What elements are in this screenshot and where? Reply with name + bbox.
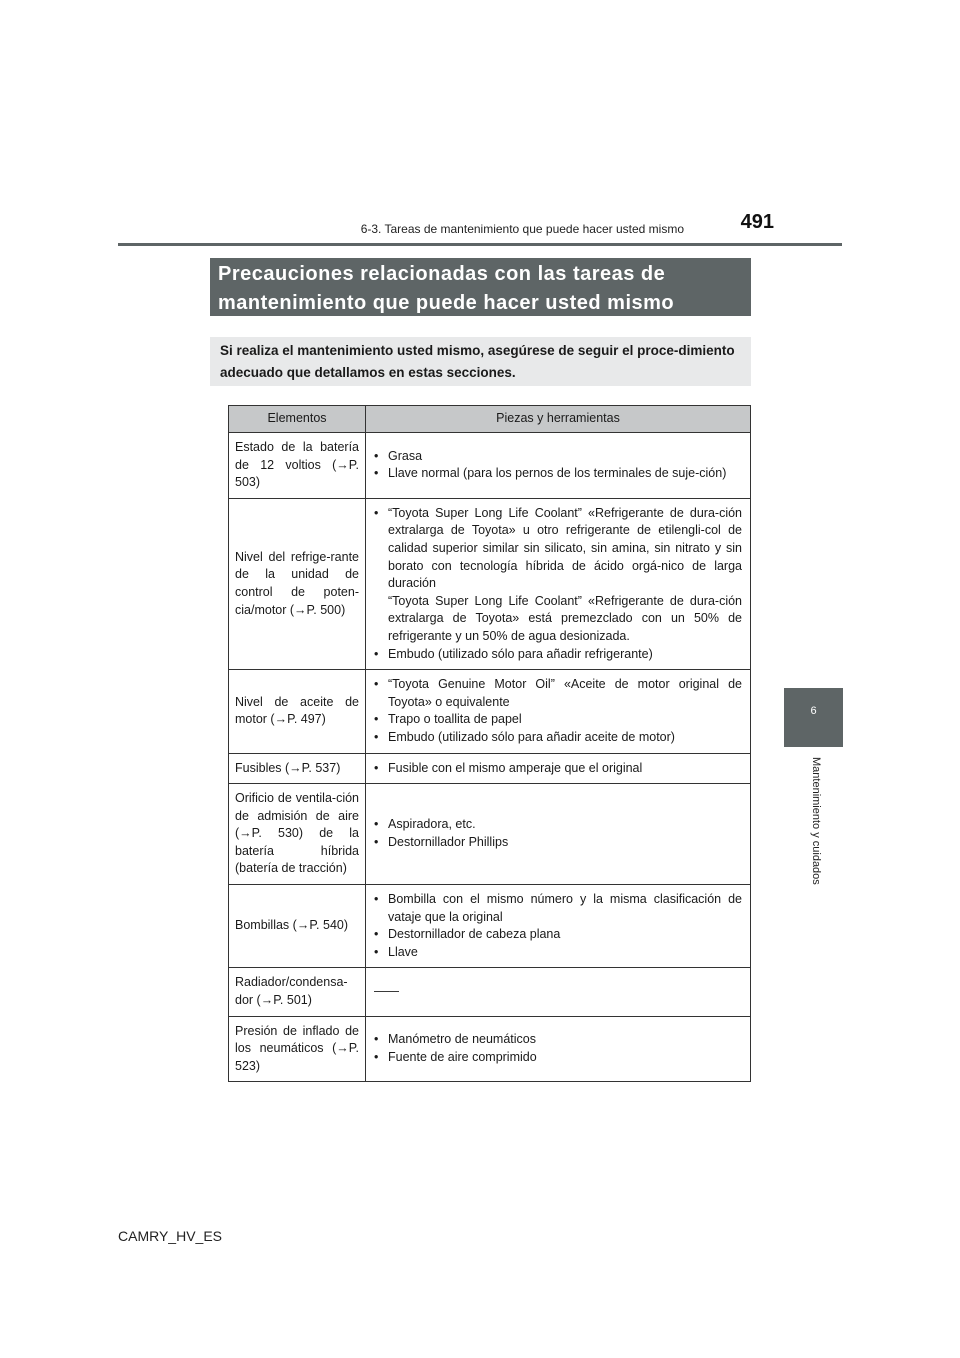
list-item <box>374 505 742 646</box>
column-header-parts: Piezas y herramientas <box>366 406 751 433</box>
chapter-tab: 6 <box>784 688 843 747</box>
table-row <box>229 433 751 499</box>
section-title-line-2: mantenimiento que puede hacer usted mismo <box>218 292 675 314</box>
row-item: Orificio de ventila-ción de admisión de aire (→P. 530) de la batería híbrida (batería de tracción) <box>229 784 366 885</box>
list-item: • Fuente de aire comprimido <box>374 1049 742 1067</box>
chapter-label: Mantenimiento y cuidados <box>810 757 822 885</box>
table-row <box>229 968 751 1016</box>
row-parts-empty: —— <box>366 968 751 1016</box>
section-title <box>210 258 751 316</box>
list-item: • Aspiradora, etc. <box>374 816 742 834</box>
list-item: • Destornillador Phillips <box>374 834 742 852</box>
list-item-note: “Toyota Super Long Life Coolant” «Refrigerante de dura-ción extralarga de Toyota» está premezclado con un 50% de refrigerante y un 50% de agua desionizada. <box>388 593 742 643</box>
row-parts <box>366 1016 751 1082</box>
table-row <box>229 885 751 968</box>
row-parts <box>366 753 751 784</box>
row-item: Bombillas (→P. 540) <box>229 885 366 968</box>
list-item: • Bombilla con el mismo número y la misma clasificación de vataje que la original <box>374 891 742 926</box>
table-row <box>229 753 751 784</box>
row-item: Fusibles (→P. 537) <box>229 753 366 784</box>
list-item: • Llave normal (para los pernos de los terminales de suje-ción) <box>374 465 742 483</box>
table-row <box>229 1016 751 1082</box>
section-label: 6-3. Tareas de mantenimiento que puede hacer usted mismo <box>360 222 684 236</box>
section-title-line-1: Precauciones relacionadas con las tareas de <box>218 263 666 285</box>
table-row <box>229 784 751 885</box>
list-item: • Fusible con el mismo amperaje que el original <box>374 760 742 778</box>
list-item: • Embudo (utilizado sólo para añadir refrigerante) <box>374 646 742 664</box>
list-item: • “Toyota Genuine Motor Oil” «Aceite de motor original de Toyota» o equivalente <box>374 676 742 711</box>
row-parts <box>366 433 751 499</box>
page-number: 491 <box>740 211 774 233</box>
row-item: Nivel del refrige-rante de la unidad de control de poten-cia/motor (→P. 500) <box>229 498 366 669</box>
list-item: • Grasa <box>374 448 742 466</box>
row-item: Nivel de aceite de motor (→P. 497) <box>229 670 366 753</box>
table-header-row <box>229 406 751 433</box>
list-item: • Trapo o toallita de papel <box>374 711 742 729</box>
table-row <box>229 498 751 669</box>
row-item: Estado de la batería de 12 voltios (→P. 503) <box>229 433 366 499</box>
row-item: Radiador/condensa-dor (→P. 501) <box>229 968 366 1016</box>
column-header-items: Elementos <box>229 406 366 433</box>
list-item: • Manómetro de neumáticos <box>374 1031 742 1049</box>
intro-text: Si realiza el mantenimiento usted mismo, asegúrese de seguir el proce-dimiento adecuado que detallamos en estas secciones. <box>210 337 751 386</box>
row-parts <box>366 670 751 753</box>
header-rule <box>118 243 842 246</box>
row-parts <box>366 784 751 885</box>
model-code: CAMRY_HV_ES <box>118 1228 223 1244</box>
list-item-text: “Toyota Super Long Life Coolant” «Refrigerante de dura-ción extralarga de Toyota» u otro refrigerante de etilengli-col de calidad superior similar sin silicato, sin amina, sin nitrato y sin borato con tecnología híbrida de ácido orgá-nico de larga duración <box>388 505 742 591</box>
maintenance-table <box>228 405 751 1082</box>
list-item: • Llave <box>374 944 742 962</box>
list-item: • Embudo (utilizado sólo para añadir aceite de motor) <box>374 729 742 747</box>
table-row <box>229 670 751 753</box>
row-parts <box>366 885 751 968</box>
row-item: Presión de inflado de los neumáticos (→P. 523) <box>229 1016 366 1082</box>
row-parts <box>366 498 751 669</box>
list-item: • Destornillador de cabeza plana <box>374 926 742 944</box>
